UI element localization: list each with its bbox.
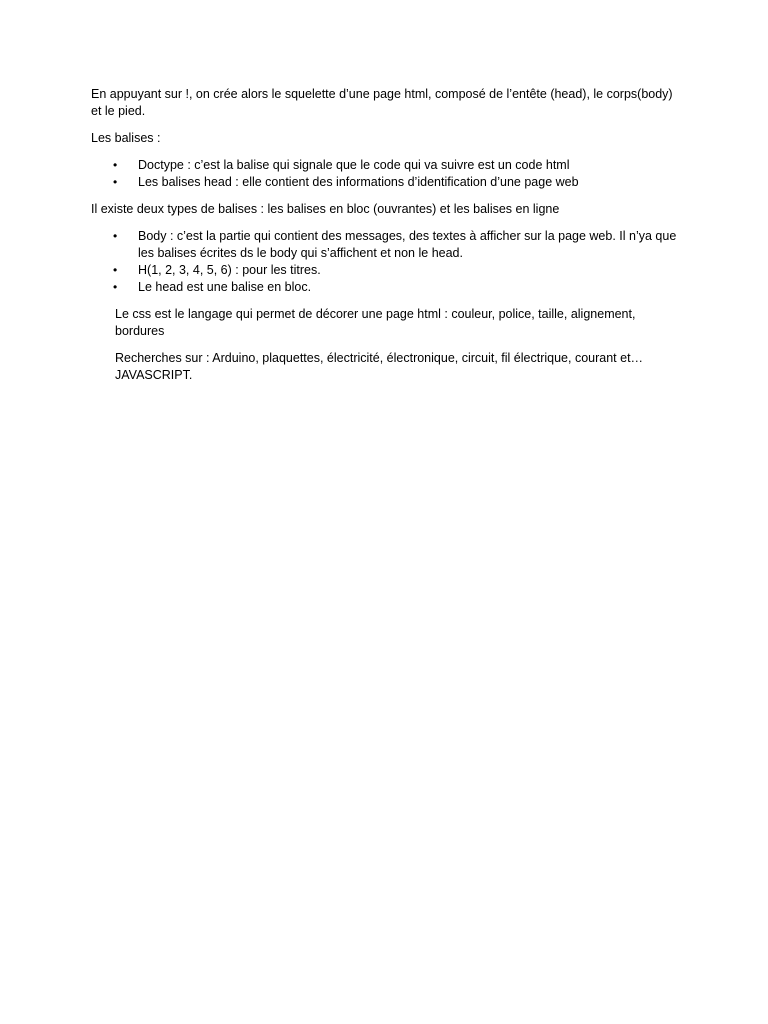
balises-heading: Les balises :	[91, 131, 161, 145]
list-item	[91, 174, 681, 191]
list-item-text: Doctype : c’est la balise qui signale que le code qui va suivre est un code html	[138, 158, 570, 172]
list-item-text: H(1, 2, 3, 4, 5, 6) : pour les titres.	[138, 263, 321, 277]
types-paragraph: Il existe deux types de balises : les balises en bloc (ouvrantes) et les balises en ligne	[91, 202, 560, 216]
bullet-icon: •	[113, 229, 118, 243]
intro-paragraph: En appuyant sur !, on crée alors le squelette d’une page html, composé de l’entête (head), le corps(body) et le pied.	[91, 87, 673, 118]
bullet-icon: •	[113, 158, 118, 172]
list-item-text: Le head est une balise en bloc.	[138, 280, 312, 294]
list-item-text: Body : c’est la partie qui contient des messages, des textes à afficher sur la page web. Il n’ya que les balises écrites ds le body qui s’affichent et non le head.	[138, 229, 677, 260]
bullet-icon: •	[113, 280, 118, 294]
balises-list	[91, 157, 681, 191]
recherches-paragraph: Recherches sur : Arduino, plaquettes, électricité, électronique, circuit, fil électrique, courant et… JAVASCRIPT.	[115, 351, 644, 382]
css-paragraph: Le css est le langage qui permet de décorer une page html : couleur, police, taille, alignement, bordures	[115, 307, 636, 338]
list-item	[91, 228, 681, 262]
list-item	[91, 262, 681, 279]
list-item-text: Les balises head : elle contient des informations d’identification d’une page web	[138, 175, 579, 189]
bullet-icon: •	[113, 263, 118, 277]
list-item	[91, 279, 681, 296]
document-body	[91, 86, 681, 394]
types-list	[91, 228, 681, 296]
bullet-icon: •	[113, 175, 118, 189]
list-item	[91, 157, 681, 174]
